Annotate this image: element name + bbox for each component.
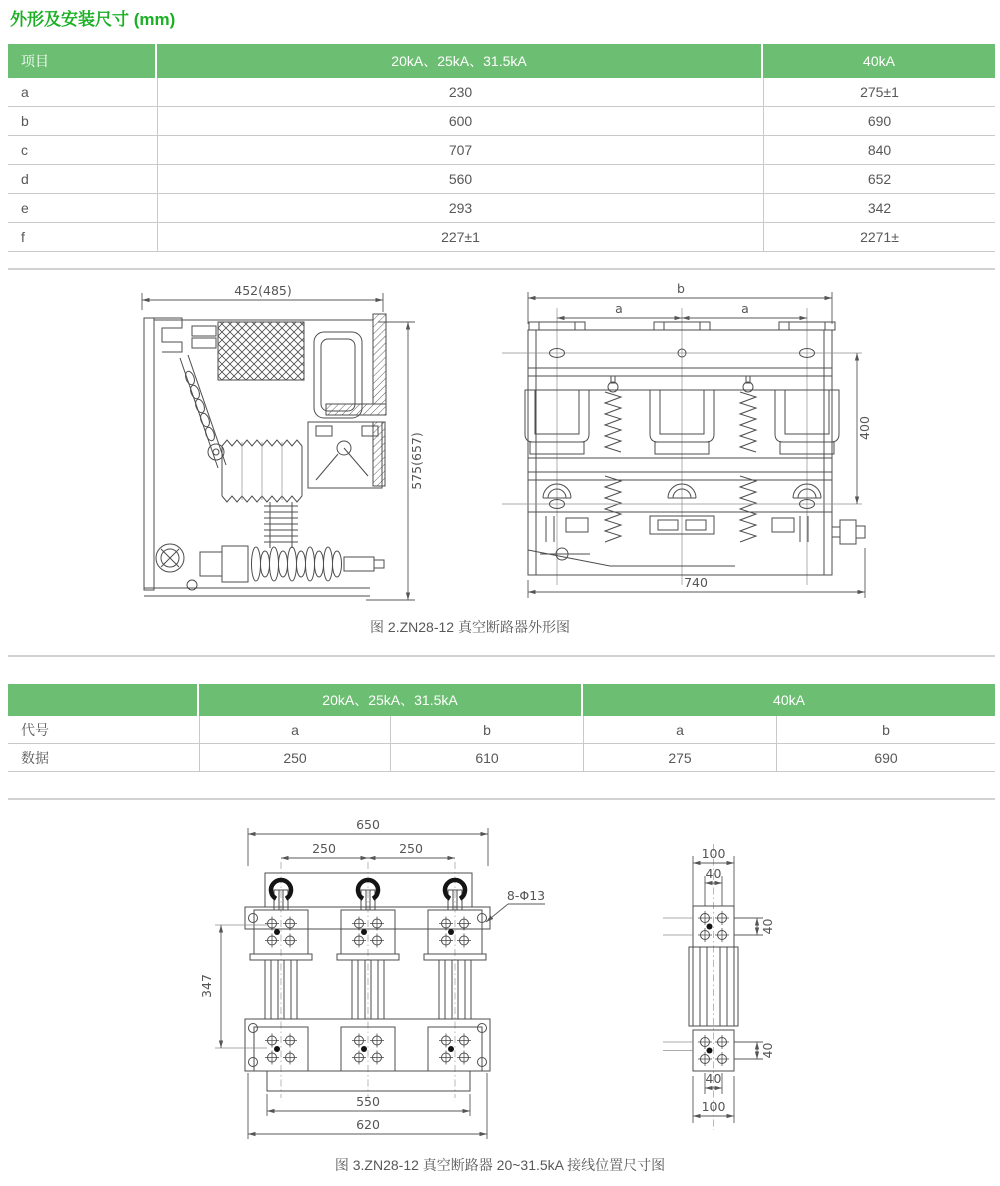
dimension-label: 740 <box>684 575 708 590</box>
fig2-side-view-drawing <box>130 280 430 612</box>
row-item: e <box>21 200 29 216</box>
row-label: 数据 <box>21 749 49 766</box>
row-value: 560 <box>157 165 763 193</box>
dimension-label: 40 <box>760 918 775 935</box>
table-row <box>8 716 995 744</box>
table2-header-right: 40kA <box>583 684 995 716</box>
dimension-label: 347 <box>199 974 214 998</box>
dimension-label: 250 <box>312 841 336 856</box>
row-value: 840 <box>763 136 995 164</box>
row-item: a <box>21 84 29 100</box>
row-value: 707 <box>157 136 763 164</box>
row-label: 代号 <box>21 721 49 738</box>
dimension-label: 550 <box>356 1094 380 1109</box>
row-item: c <box>21 142 28 158</box>
figure3-caption: 图 3.ZN28-12 真空断路器 20~31.5kA 接线位置尺寸图 <box>334 1157 666 1173</box>
row-value: 293 <box>157 194 763 222</box>
table2-header-row <box>8 684 995 716</box>
table-row <box>8 136 995 165</box>
table-row <box>8 223 995 252</box>
dimension-label: 100 <box>701 1099 726 1114</box>
table2-header-mid: 20kA、25kA、31.5kA <box>199 684 583 716</box>
row-value: a <box>583 716 776 743</box>
page-title: 外形及安装尺寸 (mm) <box>10 10 176 29</box>
row-value: 600 <box>157 107 763 135</box>
dimension-label: 650 <box>356 817 380 832</box>
dimension-label: b <box>677 281 685 296</box>
dimensions-table <box>8 44 995 252</box>
row-value: 610 <box>390 744 583 771</box>
hole-callout-label: 8-Φ13 <box>506 888 546 903</box>
dimension-label: 250 <box>399 841 423 856</box>
row-item: b <box>21 113 29 129</box>
dimension-label: a <box>615 301 623 316</box>
table1-header-right: 40kA <box>763 44 995 78</box>
fig3-terminal-side-drawing <box>645 836 795 1136</box>
row-value: 230 <box>157 78 763 106</box>
section-divider <box>8 268 995 270</box>
row-value: 2271± <box>763 223 995 251</box>
row-value: 250 <box>199 744 390 771</box>
table2-header-blank <box>8 684 199 716</box>
table-row <box>8 194 995 223</box>
row-value: 227±1 <box>157 223 763 251</box>
dimension-label: a <box>741 301 749 316</box>
row-item: f <box>21 229 25 245</box>
table1-header-row <box>8 44 995 78</box>
row-value: 275±1 <box>763 78 995 106</box>
row-value: 652 <box>763 165 995 193</box>
table-row <box>8 165 995 194</box>
row-value: 690 <box>776 744 995 771</box>
row-value: 342 <box>763 194 995 222</box>
connection-table <box>8 684 995 772</box>
figure2-caption: 图 2.ZN28-12 真空断路器外形图 <box>370 619 570 635</box>
row-value: a <box>199 716 390 743</box>
row-item: d <box>21 171 29 187</box>
table1-header-mid: 20kA、25kA、31.5kA <box>157 44 763 78</box>
table-row <box>8 107 995 136</box>
fig2-front-view-drawing <box>500 280 900 612</box>
table-row <box>8 78 995 107</box>
dimension-label: 620 <box>356 1117 380 1132</box>
row-value: 275 <box>583 744 776 771</box>
row-value: 690 <box>763 107 995 135</box>
dimension-label: 100 <box>701 846 726 861</box>
dimension-label: 40 <box>760 1042 775 1059</box>
row-value: b <box>776 716 995 743</box>
section-divider <box>8 798 995 800</box>
table-row <box>8 744 995 772</box>
section-divider <box>8 655 995 657</box>
table1-header-item: 项目 <box>8 44 157 78</box>
dimension-label: 400 <box>857 416 872 440</box>
dimension-label: 452(485) <box>234 283 292 298</box>
dimension-label: 575(657) <box>409 432 424 490</box>
fig3-terminal-front-drawing <box>190 816 560 1151</box>
dimension-label: 40 <box>705 866 722 881</box>
row-value: b <box>390 716 583 743</box>
dimension-label: 40 <box>705 1071 722 1086</box>
